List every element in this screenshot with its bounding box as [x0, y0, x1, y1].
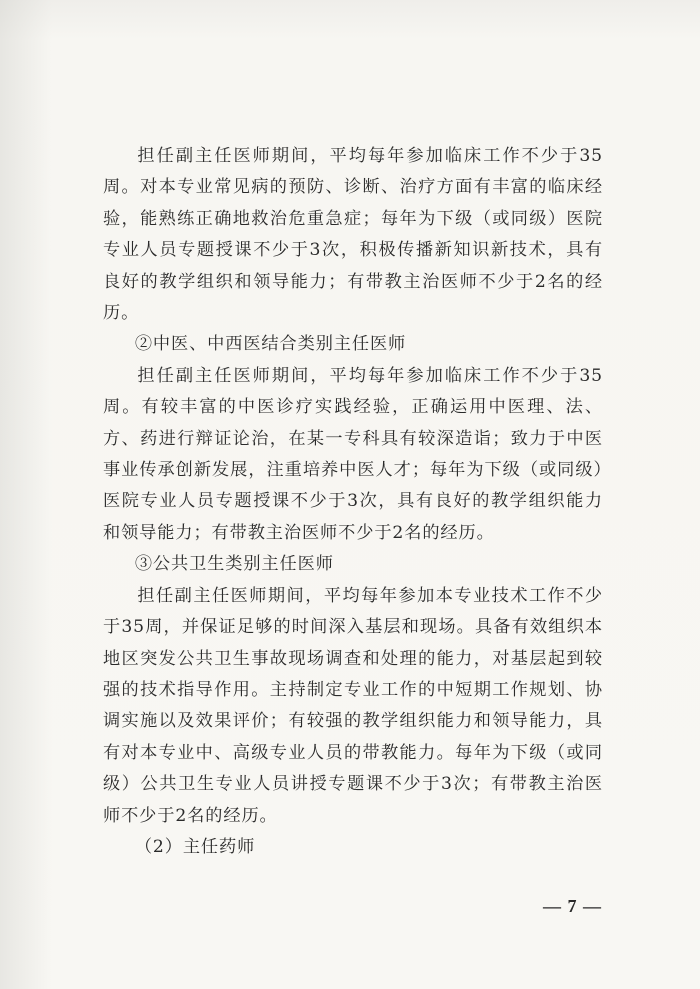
heading-tcm-chief-physician: ②中医、中西医结合类别主任医师 [134, 334, 407, 355]
heading-public-health-chief-physician: ③公共卫生类别主任医师 [134, 554, 334, 575]
paragraph-public-health: 担任副主任医师期间，平均每年参加本专业技术工作不少于35周，并保证足够的时间深入基层和现场。具备有效组织本地区突发公共卫生事故现场调查和处理的能力，对基层起到较强的技术指导作用。主持制定专业工作的中短期工作规划、协调实施以及效果评价；有较强的教学组织能力和领导能力，具有对本专业中、高级专业人员的带教能力。每年为下级（或同级）公共卫生专业人员讲授专题课不少于3次；有带教主治医师不少于2名的经历。 [103, 585, 603, 826]
heading-chief-pharmacist: （2）主任药师 [134, 836, 256, 857]
scan-shadow [0, 0, 52, 989]
paragraph-clinical-general: 担任副主任医师期间，平均每年参加临床工作不少于35周。对本专业常见病的预防、诊断、治疗方面有丰富的临床经验，能熟练正确地救治危重急症；每年为下级（或同级）医院专业人员专题授课不少于3次，积极传播新知识新技术，具有良好的教学组织和领导能力；有带教主治医师不少于2名的经历。 [103, 146, 603, 324]
document-body [103, 141, 603, 863]
paragraph-tcm: 担任副主任医师期间，平均每年参加临床工作不少于35周。有较丰富的中医诊疗实践经验，正确运用中医理、法、方、药进行辩证论治，在某一专科具有较深造诣；致力于中医事业传承创新发展，注重培养中医人才；每年为下级（或同级）医院专业人员专题授课不少于3次，具有良好的教学组织能力和领导能力；有带教主治医师不少于2名的经历。 [103, 365, 603, 543]
page-number: — 7 — [543, 896, 602, 916]
